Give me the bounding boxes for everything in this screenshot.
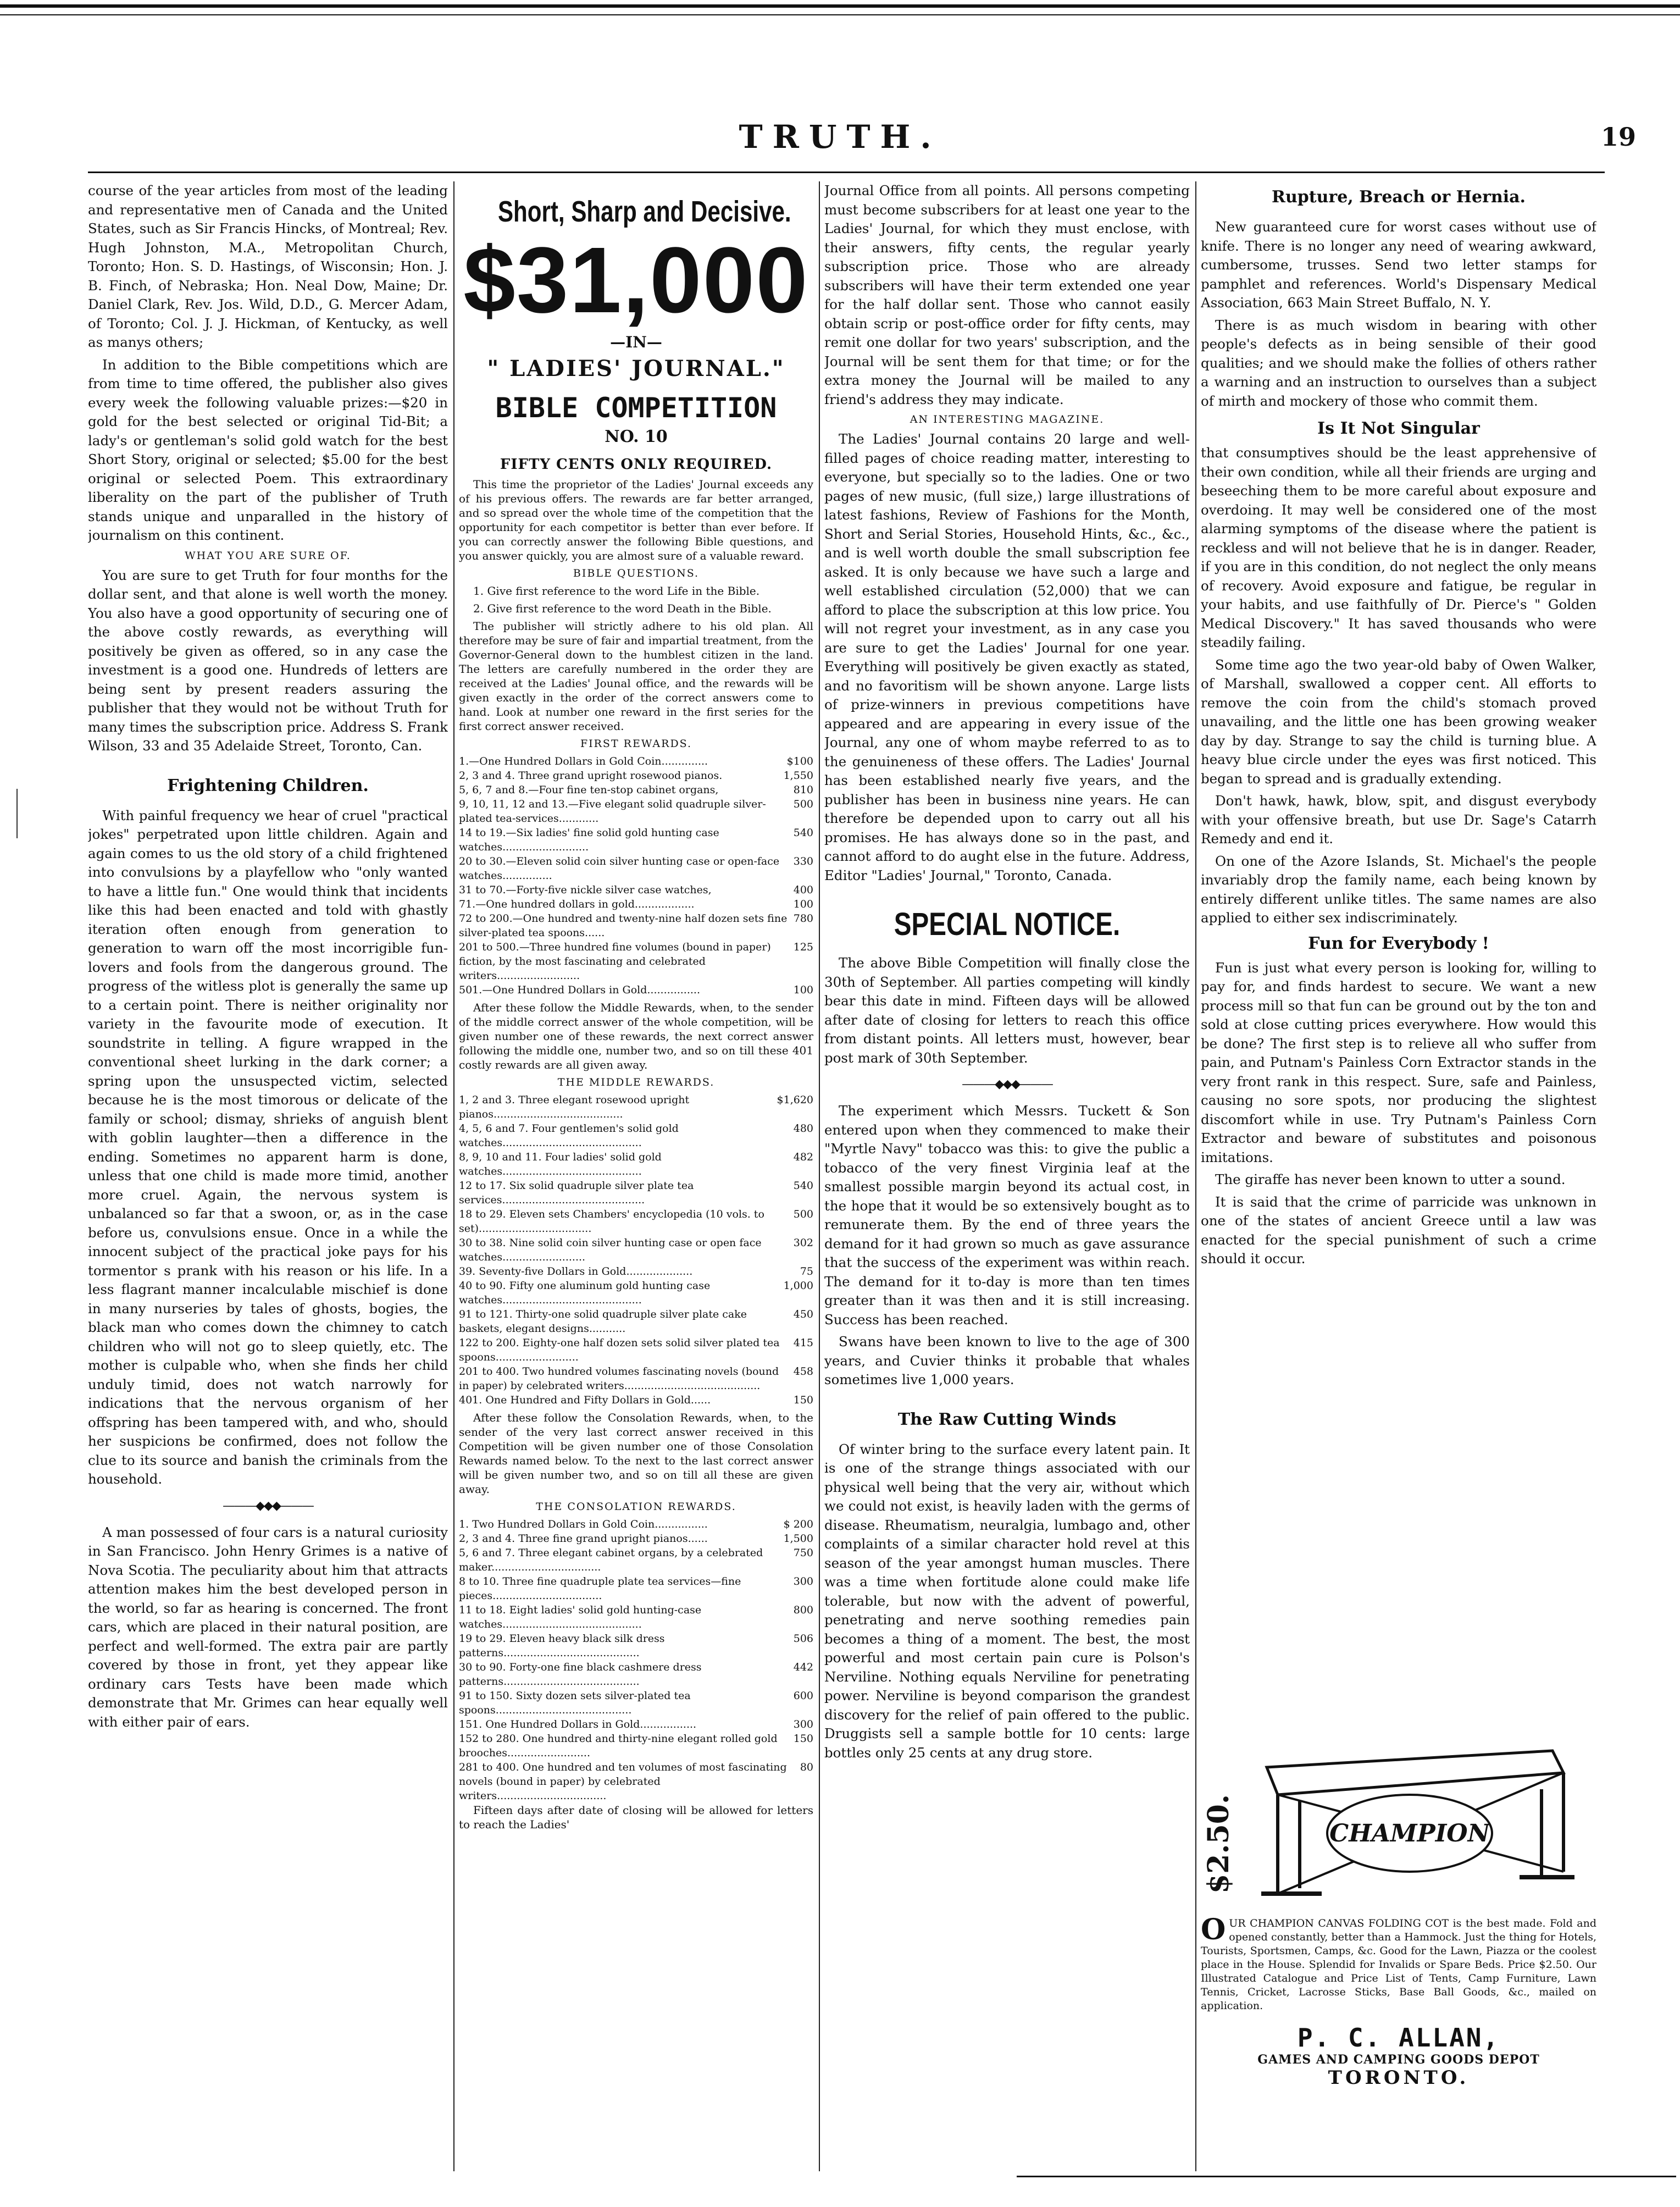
subheading: WHAT YOU ARE SURE OF. bbox=[185, 549, 351, 562]
header-rule bbox=[88, 172, 1605, 173]
article-paragraph: Of winter bring to the surface every latent pain. It is one of the strange things associated with our physical well being that the very air, without which we could not exist, is heavily laden with the germs of disease. Rheumatism, neuralgia, lumbago and, other complaints of a similar character hold revel at this season of the year amongst human muscles. There was a time when fortitude alone could make life tolerable, but now with the advent of powerful, penetrating and nerve soothing remedies pain becomes a thing of a moment. The best, the most powerful and most certain pain cure is Polson's Nerviline. Nothing equals Nerviline for penetrating power. Nerviline is beyond comparison the grandest discovery for the relief of pain offered to the public. Druggists sell a sample bottle for 10 cents: large bottles only 25 cents at any drug store. bbox=[824, 1441, 1190, 1761]
article-paragraph: After these follow the Middle Rewards, when, to the sender of the middle correct answer of the whole competition, will be given number one of these rewards, the next correct answer following the middle one, number two, and so on till these 401 costly rewards are all given away. bbox=[459, 1001, 813, 1071]
article-paragraph: The experiment which Messrs. Tuckett & Son entered upon when they commenced to make their "Myrtle Navy" tobacco was this: to give the public a tobacco of the very finest Virginia leaf at the smallest possible margin beyond its actual cost, in the hope that it would be so extensively bought as to remunerate them. By the end of three years the demand for it had grown so much as gave assurance that the success of the experiment was within reach. The demand for it to-day is more than ten times greater than it was then and it is still increasing. Success has been reached. bbox=[824, 1103, 1190, 1327]
reward-item bbox=[459, 1546, 813, 1574]
reward-item bbox=[459, 1760, 813, 1803]
reward-description: 9, 10, 11, 12 and 13.—Five elegant solid quadruple silver-plated tea-services............ bbox=[459, 798, 766, 825]
champion-cot-advertisement bbox=[1201, 1729, 1596, 2089]
fifty-cents-heading: FIFTY CENTS ONLY REQUIRED. bbox=[500, 456, 773, 473]
reward-item bbox=[459, 883, 813, 897]
drop-cap: O bbox=[1201, 1913, 1226, 1946]
reward-item bbox=[459, 1150, 813, 1179]
reward-value: 482 bbox=[793, 1151, 813, 1163]
article-paragraph: The giraffe has never been known to utter a sound. bbox=[1215, 1171, 1566, 1187]
reward-item bbox=[459, 1093, 813, 1121]
brand-text: CHAMPION bbox=[1329, 1819, 1490, 1848]
consolation-rewards-list bbox=[459, 1517, 813, 1803]
column-4 bbox=[1201, 181, 1596, 1721]
reward-value: 540 bbox=[793, 1180, 813, 1192]
masthead-title: TRUTH. bbox=[739, 118, 941, 156]
article-paragraph: In addition to the Bible competitions which are from time to time offered, the publisher also gives every week the following valuable prizes:—$20 in gold for the best selected or original Tid-Bit; a lady's or gentleman's solid gold watch for the best Short Story, original or selected; $5.00 for the best original or selected Poem. This extraordinary liberality on the part of the publisher of Truth stands unique and unparalled in the history of journalism on this continent. bbox=[88, 356, 448, 543]
reward-item bbox=[459, 768, 813, 783]
reward-description: 1, 2 and 3. Three elegant rosewood upright pianos....................................... bbox=[459, 1094, 690, 1120]
article-paragraph: The Ladies' Journal contains 20 large and well-filled pages of choice reading matter, interesting to everyone, but specially so to the ladies. One or two pages of new music, (full size,) large illustrations of latest fashions, Review of Fashions for the Month, Short and Serial Stories, Household Hints, &c., &c., and is well worth double the small subscription fee asked. It is only because we have such a large and well established circulation (52,000) that we can afford to place the subscription at this low price. You will not regret your investment, as in any case you are sure to get the Ladies' Journal for one year. Everything will positively be given exactly as stated, and no favoritism will be shown anyone. Large lists of prize-winners in previous competitions have appeared and are appearing in every issue of the Journal, any one of whom maybe referred to as to the genuineness of these offers. The Ladies' Journal has been established nearly five years, and the publisher has been in business nine years. He can therefore be depended upon to carry out all his promises. He has always done so in the past, and cannot afford to do aught else in the future. Address, Editor "Ladies' Journal," Toronto, Canada. bbox=[824, 431, 1190, 883]
column-3 bbox=[824, 181, 1190, 2171]
reward-value: 330 bbox=[793, 855, 813, 867]
reward-description: 5, 6, 7 and 8.—Four fine ten-stop cabinet organs, bbox=[459, 784, 719, 796]
page-number: 19 bbox=[1600, 122, 1636, 152]
reward-item bbox=[459, 1336, 813, 1364]
column-2 bbox=[459, 181, 813, 2171]
reward-value: 400 bbox=[793, 884, 813, 896]
top-border-rule bbox=[0, 4, 1680, 8]
reward-description: 2, 3 and 4. Three grand upright rosewood pianos. bbox=[459, 770, 723, 782]
section-heading: Is It Not Singular bbox=[1317, 419, 1480, 438]
article-paragraph: Fifteen days after date of closing will be allowed for letters to reach the Ladies' bbox=[459, 1804, 813, 1831]
reward-value: 80 bbox=[800, 1761, 813, 1773]
article-paragraph: You are sure to get Truth for four months for the dollar sent, and that alone is well worth the money. You also have a good opportunity of securing one of the above costly rewards, as everything will positively be given as offered, so in any case the investment is a good one. Hundreds of letters are being sent by present readers assuring the publisher that they would not be without Truth for many times the subscription price. Address S. Frank Wilson, 33 and 35 Adelaide Street, Toronto, Can. bbox=[88, 567, 448, 754]
reward-item bbox=[459, 897, 813, 911]
reward-value: 302 bbox=[793, 1237, 813, 1249]
article-paragraph: New guaranteed cure for worst cases without use of knife. There is no longer any need of wearing awkward, cumbersome, trusses. Send two letter stamps for pamphlet and references. World's Dispensary Medical Association, 663 Main Street Buffalo, N. Y. bbox=[1201, 219, 1596, 311]
reward-description: 281 to 400. One hundred and ten volumes of most fascinating novels (bound in paper) by celebrated writers................................. bbox=[459, 1761, 787, 1802]
prize-amount: $31,000 bbox=[463, 228, 809, 333]
reward-description: 4, 5, 6 and 7. Four gentlemen's solid gold watches.......................................... bbox=[459, 1122, 679, 1149]
reward-description: 11 to 18. Eight ladies' solid gold hunting-case watches.......................................... bbox=[459, 1604, 702, 1630]
journal-name: " LADIES' JOURNAL." bbox=[487, 356, 785, 381]
first-rewards-list bbox=[459, 754, 813, 997]
reward-item bbox=[459, 1121, 813, 1150]
reward-description: 72 to 200.—One hundred and twenty-nine half dozen sets fine silver-plated tea spoons...... bbox=[459, 912, 788, 939]
reward-value: 500 bbox=[793, 1208, 813, 1220]
reward-item bbox=[459, 911, 813, 940]
subheading: AN INTERESTING MAGAZINE. bbox=[910, 413, 1105, 425]
article-paragraph: Don't hawk, hawk, blow, spit, and disgust everybody with your offensive breath, but use Dr. Sage's Catarrh Remedy and end it. bbox=[1201, 793, 1596, 847]
reward-description: 30 to 90. Forty-one fine black cashmere dress patterns......................................... bbox=[459, 1661, 702, 1688]
article-paragraph: Some time ago the two year-old baby of Owen Walker, of Marshall, swallowed a copper cent. All efforts to remove the coin from the child's stomach proved unavailing, and the little one has been growing weaker day by day. Strange to say the child is turning blue. A heavy blue circle under the eyes was first noticed. This began to spread and is gradually extending. bbox=[1201, 656, 1596, 787]
reward-value: 125 bbox=[793, 941, 813, 953]
section-heading: Frightening Children. bbox=[167, 776, 369, 795]
article-paragraph: After these follow the Consolation Rewards, when, to the sender of the very last correct answer received in this Competition will be given number one of those Consolation Rewards named below. To the next to the last correct answer will be given number two, and so on till all these are given away. bbox=[459, 1411, 813, 1496]
ad-headline: Short, Sharp and Decisive. bbox=[497, 195, 791, 228]
bible-question: 1. Give first reference to the word Life in the Bible. bbox=[473, 584, 760, 598]
reward-description: 18 to 29. Eleven sets Chambers' encyclopedia (10 vols. to set).................................. bbox=[459, 1208, 764, 1235]
competition-number: NO. 10 bbox=[605, 427, 668, 446]
reward-value: 540 bbox=[793, 827, 813, 839]
reward-description: 40 to 90. Fifty one aluminum gold hunting case watches.......................................... bbox=[459, 1280, 711, 1306]
reward-value: 415 bbox=[793, 1337, 813, 1349]
ad-body-text: UR CHAMPION CANVAS FOLDING COT is the best made. Fold and opened constantly, better than a Hammock. Just the thing for Hotels, Tourists, Sportsmen, Camps, &c. Good for the Lawn, Piazza or the coolest place in the House. Splendid for Invalids or Spare Beds. Price $2.50. Our Illustrated Catalogue and Price List of Tents, Camp Furniture, Lawn Tennis, Cricket, Lacrosse Sticks, Base Ball Goods, &c., mailed on application. bbox=[1201, 1917, 1596, 2012]
reward-description: 201 to 400. Two hundred volumes fascinating novels (bound in paper) by celebrated writers......................................... bbox=[459, 1365, 779, 1392]
column-divider bbox=[1195, 181, 1196, 2171]
reward-description: 71.—One hundred dollars in gold.................. bbox=[459, 898, 695, 910]
reward-value: 810 bbox=[793, 784, 813, 796]
reward-value: 100 bbox=[793, 984, 813, 996]
article-paragraph: The above Bible Competition will finally close the 30th of September. All parties competing will kindly bear this date in mind. Fifteen days will be allowed after date of closing for letters to reach this office from distant points. All letters must, however, bear post mark of 30th September. bbox=[824, 955, 1190, 1066]
advertiser-city: TORONTO. bbox=[1328, 2067, 1470, 2089]
margin-mark bbox=[16, 789, 18, 838]
reward-item bbox=[459, 1236, 813, 1264]
reward-value: 506 bbox=[793, 1633, 813, 1645]
reward-value: $100 bbox=[786, 755, 813, 767]
reward-item bbox=[459, 940, 813, 983]
reward-value: 75 bbox=[800, 1265, 813, 1277]
reward-item bbox=[459, 1574, 813, 1603]
reward-description: 31 to 70.—Forty-five nickle silver case watches, bbox=[459, 884, 712, 896]
reward-item bbox=[459, 1307, 813, 1336]
reward-description: 12 to 17. Six solid quadruple silver plate tea services........................................... bbox=[459, 1180, 694, 1206]
reward-value: 800 bbox=[793, 1604, 813, 1616]
price-text: $2.50. bbox=[1202, 1794, 1235, 1894]
reward-item bbox=[459, 1264, 813, 1279]
column-1 bbox=[88, 181, 448, 2171]
reward-description: 5, 6 and 7. Three elegant cabinet organs, by a celebrated maker................................. bbox=[459, 1547, 763, 1573]
ornament-divider: ———◆◆◆——— bbox=[223, 1498, 313, 1513]
reward-description: 19 to 29. Eleven heavy black silk dress patterns......................................... bbox=[459, 1633, 665, 1659]
article-paragraph: course of the year articles from most of the leading and representative men of Canada and the United States, such as Sir Francis Hincks, of Montreal; Rev. Hugh Johnston, M.A., Metropolitan Church, Toronto; Hon. S. D. Hastings, of Wisconsin; Hon. J. B. Finch, of Nebraska; Hon. Neal Dow, Maine; Dr. Daniel Clark, Rev. Jos. Wild, D.D., G. Mercer Adam, of Toronto; Col. J. J. Hickman, of Kentucky, as well as manys others; bbox=[88, 182, 448, 350]
bible-question: 2. Give first reference to the word Death in the Bible. bbox=[473, 602, 772, 615]
ad-description bbox=[1201, 1913, 1596, 2013]
reward-value: 1,000 bbox=[783, 1280, 813, 1292]
section-heading: The Raw Cutting Winds bbox=[897, 1409, 1117, 1429]
reward-description: 501.—One Hundred Dollars in Gold................ bbox=[459, 984, 701, 996]
reward-description: 39. Seventy-five Dollars in Gold.................... bbox=[459, 1265, 693, 1277]
article-paragraph: There is as much wisdom in bearing with other people's defects as in being sensible of their good qualities; and we should make the follies of others rather a warning and an instruction to ourselves than a subject of mirth and mockery of those who commit them. bbox=[1201, 317, 1596, 409]
special-notice-heading: SPECIAL NOTICE. bbox=[894, 906, 1121, 942]
article-paragraph: This time the proprietor of the Ladies' Journal exceeds any of his previous offers. The rewards are far better arranged, and so spread over the whole time of the competition that the opportunity for each competitor is better than ever before. If you can correctly answer the following Bible questions, and you answer quickly, you are almost sure of a valuable reward. bbox=[459, 478, 813, 562]
article-paragraph: Fun is just what every person is looking for, willing to pay for, and finds hardest to secure. We want a new process mill so that fun can be ground out by the ton and sold at close cutting prices everywhere. How would this be done? The first step is to relieve all who suffer from pain, and Putnam's Painless Corn Extractor stands in the very front rank in this respect. Sure, safe and Painless, causing no sore spots, nor producing the slightest discomfort while in use. Try Putnam's Painless Corn Extractor and beware of substitutes and poisonous imitations. bbox=[1201, 959, 1596, 1165]
reward-item bbox=[459, 1279, 813, 1307]
reward-value: $ 200 bbox=[783, 1518, 813, 1530]
reward-value: 600 bbox=[793, 1690, 813, 1702]
reward-item bbox=[459, 1603, 813, 1631]
reward-description: 151. One Hundred Dollars in Gold................. bbox=[459, 1718, 697, 1730]
reward-value: 1,550 bbox=[783, 770, 813, 782]
reward-description: 122 to 200. Eighty-one half dozen sets solid silver plated tea spoons......................... bbox=[459, 1337, 780, 1363]
reward-value: 458 bbox=[793, 1365, 813, 1378]
reward-item bbox=[459, 1732, 813, 1760]
reward-item bbox=[459, 1689, 813, 1717]
ornament-divider: ———◆◆◆——— bbox=[962, 1077, 1052, 1091]
middle-rewards-list bbox=[459, 1093, 813, 1407]
reward-value: 150 bbox=[793, 1394, 813, 1406]
reward-value: 750 bbox=[793, 1547, 813, 1559]
reward-description: 2, 3 and 4. Three fine grand upright pianos...... bbox=[459, 1533, 708, 1545]
article-paragraph: With painful frequency we hear of cruel "practical jokes" perpetrated upon little children. Again and again comes to us the old story of a child frightened into convulsions by a playfellow who "only wanted to have a little fun." One would think that incidents like this had been enacted and told with ghastly iteration often enough from generation to generation to warn off the most incorrigible fun-lovers and fools from the dangerous ground. The progress of the witless plot is generally the same up to a certain point. There is neither originality nor variety in the favourite mode of execution. It soundstrite in telling. A figure wrapped in the conventional sheet lurking in the dark corner; a spring upon the unsuspected victim, selected because he is the most timorous or delicate of the family or school; dismay, shrieks of anguish blent with goblin laughter—then a difference in the ending. Sometimes no apparent harm is done, unless that one child is made more timid, another more cruel. Again, the nervous system is unbalanced so far that a swoon, or, as in the case before us, convulsions ensue. Once in a while the innocent subject of the practical joke pays for his tormentor s prank with his reason or his life. In a less flagrant manner incalculable mischief is done in many nurseries by tales of ghosts, bogies, the black man who comes down the chimney to catch children who will not go to sleep quietly, etc. The mother is culpable who, when she finds her child unduly timid, does not watch narrowly for indications that the nervous organism of her offspring has been tampered with, and who, should her suspicions be confirmed, does not follow the clue to its source and banish the criminals from the household. bbox=[88, 807, 448, 1487]
section-heading: Rupture, Breach or Hernia. bbox=[1272, 187, 1526, 207]
reward-value: 150 bbox=[793, 1733, 813, 1745]
reward-value: 442 bbox=[793, 1661, 813, 1673]
reward-item bbox=[459, 826, 813, 854]
reward-description: 201 to 500.—Three hundred fine volumes (bound in paper) fiction, by the most fascinating and celebrated writers......................... bbox=[459, 941, 771, 982]
reward-value: 450 bbox=[793, 1308, 813, 1320]
reward-item bbox=[459, 1631, 813, 1660]
reward-item bbox=[459, 1179, 813, 1207]
reward-value: 1,500 bbox=[783, 1533, 813, 1545]
subheading: THE MIDDLE REWARDS. bbox=[557, 1076, 715, 1088]
reward-item bbox=[459, 1531, 813, 1546]
reward-description: 14 to 19.—Six ladies' fine solid gold hunting case watches.......................... bbox=[459, 827, 719, 853]
reward-description: 8, 9, 10 and 11. Four ladies' solid gold watches.......................................... bbox=[459, 1151, 662, 1177]
advertiser-depot: GAMES AND CAMPING GOODS DEPOT bbox=[1257, 2053, 1540, 2067]
cot-illustration bbox=[1201, 1729, 1596, 1910]
top-border-rule-thin bbox=[0, 14, 1680, 15]
reward-item bbox=[459, 783, 813, 797]
cot-drawing bbox=[1245, 1729, 1574, 1905]
reward-item bbox=[459, 983, 813, 997]
reward-description: 8 to 10. Three fine quadruple plate tea services—fine pieces................................. bbox=[459, 1575, 741, 1602]
reward-description: 20 to 30.—Eleven solid coin silver hunting case or open-face watches............... bbox=[459, 855, 780, 882]
reward-item bbox=[459, 1364, 813, 1393]
reward-item bbox=[459, 1717, 813, 1732]
reward-value: 300 bbox=[793, 1718, 813, 1730]
reward-item bbox=[459, 754, 813, 768]
reward-item bbox=[459, 1393, 813, 1407]
article-paragraph: A man possessed of four cars is a natural curiosity in San Francisco. John Henry Grimes is a native of Nova Scotia. The peculiarity about him that attracts attention makes him the best developed person in the world, so far as hearing is concerned. The front cars, which are placed in their natural position, are perfect and well-formed. The extra pair are partly covered by those in front, yet they appear like ordinary cars Tests have been made which demonstrate that Mr. Grimes can hear equally well with either pair of ears. bbox=[88, 1524, 448, 1730]
article-paragraph: It is said that the crime of parricide was unknown in one of the states of ancient Greece until a law was enacted for the special punishment of such a crime should it occur. bbox=[1201, 1193, 1596, 1266]
article-paragraph: The publisher will strictly adhere to his old plan. All therefore may be sure of fair and impartial treatment, from the Governor-General down to the humblest citizen in the land. The letters are carefully numbered in the order they are received at the Ladies' Jounal office, and the rewards will be given exactly in the order of the correct answers come to hand. Look at number one reward in the first series for the first correct answer received. bbox=[459, 619, 813, 733]
reward-value: 780 bbox=[793, 912, 813, 925]
article-paragraph: Swans have been known to live to the age of 300 years, and Cuvier thinks it probable that whales sometimes live 1,000 years. bbox=[824, 1334, 1190, 1387]
reward-item bbox=[459, 797, 813, 826]
article-paragraph: that consumptives should be the least apprehensive of their own condition, while all their friends are urging and beseeching them to be more careful about exposure and overdoing. It may well be considered one of the most alarming symptoms of the disease where the patient is reckless and will not believe that he is in danger. Reader, if you are in this condition, do not neglect the only means of recovery. Avoid exposure and fatigue, be regular in your habits, and use faithfully of Dr. Pierce's " Golden Medical Discovery." It has saved thousands who were steadily failing. bbox=[1201, 445, 1596, 650]
in-label: —IN— bbox=[610, 333, 662, 351]
bottom-rule bbox=[1017, 2176, 1676, 2177]
reward-value: $1,620 bbox=[777, 1094, 813, 1106]
advertiser-name: P. C. ALLAN, bbox=[1297, 2023, 1500, 2053]
reward-description: 1.—One Hundred Dollars in Gold Coin.............. bbox=[459, 755, 708, 767]
reward-value: 100 bbox=[793, 898, 813, 910]
reward-description: 30 to 38. Nine solid coin silver hunting case or open face watches......................... bbox=[459, 1237, 762, 1263]
article-paragraph: On one of the Azore Islands, St. Michael's the people invariably drop the family name, each being known by entirely different unlike titles. The same names are also applied to either sex indiscriminately. bbox=[1201, 853, 1596, 926]
reward-value: 500 bbox=[793, 798, 813, 810]
column-divider bbox=[453, 181, 454, 2171]
competition-title: BIBLE COMPETITION bbox=[495, 392, 777, 424]
reward-value: 300 bbox=[793, 1575, 813, 1588]
reward-description: 152 to 280. One hundred and thirty-nine elegant rolled gold brooches......................... bbox=[459, 1733, 778, 1759]
subheading: FIRST REWARDS. bbox=[580, 738, 692, 750]
column-divider bbox=[819, 181, 820, 2171]
reward-value: 480 bbox=[793, 1122, 813, 1135]
article-paragraph: Journal Office from all points. All persons competing must become subscribers for at least one year to the Ladies' Journal, for which they must enclose, with their answers, fifty cents, the regular yearly subscription price. Those who are already subscribers will have their term extended one year for the half dollar sent. Those who cannot easily obtain scrip or post-office order for fifty cents, may remit one dollar for two years' subscription, and the Journal will be sent them for that time; or for the extra money the Journal will be mailed to any friend's address they may indicate. bbox=[824, 182, 1190, 407]
price-label bbox=[1201, 1740, 1239, 1899]
subheading: THE CONSOLATION REWARDS. bbox=[536, 1501, 736, 1513]
section-heading: Fun for Everybody ! bbox=[1308, 933, 1489, 953]
reward-description: 1. Two Hundred Dollars in Gold Coin................ bbox=[459, 1518, 708, 1530]
reward-description: 91 to 150. Sixty dozen sets silver-plated tea spoons......................................... bbox=[459, 1690, 691, 1716]
reward-item bbox=[459, 1517, 813, 1531]
reward-description: 401. One Hundred and Fifty Dollars in Gold...... bbox=[459, 1394, 711, 1406]
reward-item bbox=[459, 854, 813, 883]
reward-item bbox=[459, 1660, 813, 1689]
subheading: BIBLE QUESTIONS. bbox=[573, 567, 700, 579]
reward-item bbox=[459, 1207, 813, 1236]
reward-description: 91 to 121. Thirty-one solid quadruple silver plate cake baskets, elegant designs........... bbox=[459, 1308, 747, 1335]
